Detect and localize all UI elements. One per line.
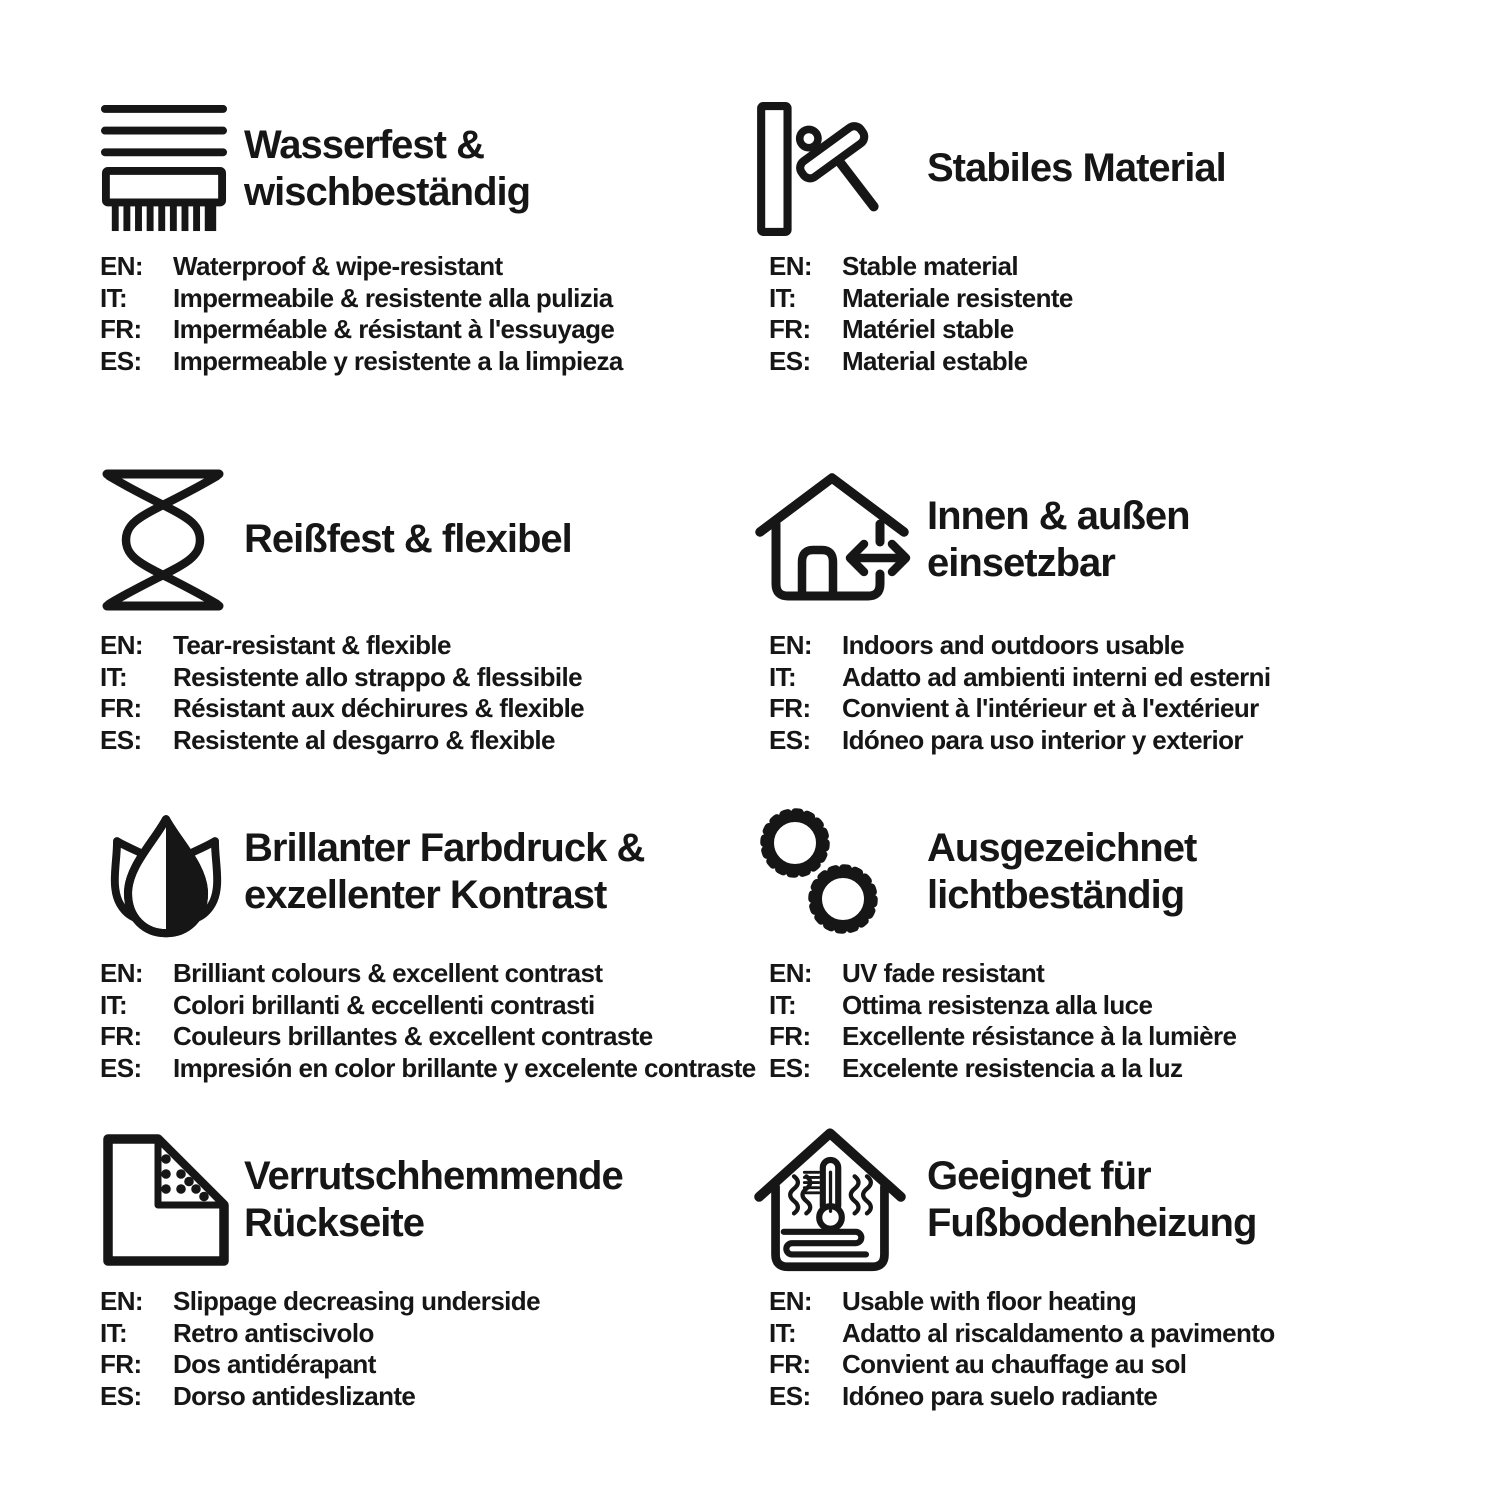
translation-row <box>769 630 1415 662</box>
translation-text: Excelente resistencia a la luz <box>842 1052 1183 1083</box>
translation-row <box>100 990 760 1022</box>
translations-list <box>755 251 1415 377</box>
language-label: ES: <box>769 345 811 376</box>
translation-text: Adatto ad ambienti interni ed esterni <box>842 661 1271 692</box>
language-label: IT: <box>100 989 128 1020</box>
translation-text: Adatto al riscaldamento a pavimento <box>842 1317 1275 1348</box>
translation-text: Dorso antideslizante <box>173 1380 416 1411</box>
translations-list <box>100 251 760 377</box>
language-label: FR: <box>100 314 142 344</box>
translation-row <box>769 1286 1415 1318</box>
language-label: IT: <box>100 661 128 692</box>
translation-text: Waterproof & wipe-resistant <box>173 251 503 281</box>
translation-text: Impermeabile & resistente alla pulizia <box>173 282 613 313</box>
translation-text: Resistente al desgarro & flexible <box>173 724 555 755</box>
translation-text: Materiale resistente <box>842 282 1073 313</box>
feature-title: Ausgezeichnet lichtbeständig <box>927 826 1197 917</box>
feature-tear-resistant <box>100 453 760 756</box>
language-label: IT: <box>100 282 128 313</box>
language-label: EN: <box>100 958 143 988</box>
translation-row <box>769 283 1415 315</box>
translation-text: Retro antiscivolo <box>173 1317 374 1348</box>
translation-row <box>769 693 1415 725</box>
translation-row <box>769 958 1415 990</box>
translation-row <box>100 314 760 346</box>
language-label: ES: <box>100 1380 142 1411</box>
feature-title: Stabiles Material <box>927 146 1226 190</box>
feature-title: Innen & außen einsetzbar <box>927 493 1190 585</box>
translation-text: Ottima resistenza alla luce <box>842 989 1153 1020</box>
feature-floor-heating <box>755 1118 1415 1412</box>
language-label: FR: <box>100 1349 142 1379</box>
language-label: ES: <box>100 345 142 376</box>
translation-row <box>769 990 1415 1022</box>
translation-row <box>769 346 1415 378</box>
translation-text: Material estable <box>842 345 1028 376</box>
translation-row <box>100 725 760 757</box>
translation-text: Resistente allo strappo & flessibile <box>173 661 582 692</box>
translation-row <box>769 1021 1415 1053</box>
translation-row <box>100 1021 760 1053</box>
translations-list <box>100 1286 760 1412</box>
translation-row <box>769 1318 1415 1350</box>
feature-title: Reißfest & flexibel <box>244 517 572 561</box>
translation-row <box>769 1053 1415 1085</box>
floor-heating-house-icon <box>755 1125 907 1275</box>
feature-stable-material <box>755 90 1415 377</box>
translation-text: Usable with floor heating <box>842 1286 1137 1316</box>
feature-brilliant-print <box>100 790 760 1084</box>
language-label: ES: <box>100 724 142 755</box>
feature-waterproof <box>100 90 760 377</box>
translation-row <box>100 693 760 725</box>
translation-text: Indoors and outdoors usable <box>842 630 1185 660</box>
language-label: IT: <box>100 1317 128 1348</box>
language-label: ES: <box>769 724 811 755</box>
translation-text: Idóneo para uso interior y exterior <box>842 724 1243 755</box>
feature-indoor-outdoor <box>755 453 1415 756</box>
feature-title: Wasserfest & wischbeständig <box>244 122 531 214</box>
translation-row <box>100 958 760 990</box>
language-label: ES: <box>769 1052 811 1083</box>
language-label: FR: <box>769 1349 811 1379</box>
wipe-brush-icon <box>100 100 228 238</box>
folded-corner-dots-icon <box>100 1131 228 1269</box>
translation-text: Brilliant colours & excellent contrast <box>173 958 603 988</box>
translation-text: Excellente résistance à la lumière <box>842 1021 1237 1051</box>
translation-text: Convient à l'intérieur et à l'extérieur <box>842 693 1259 723</box>
translation-text: Stable material <box>842 251 1018 281</box>
translation-row <box>769 251 1415 283</box>
sun-gears-icon <box>755 801 907 943</box>
translation-row <box>100 1318 760 1350</box>
translation-text: Tear-resistant & flexible <box>173 630 451 660</box>
translations-list <box>100 958 760 1084</box>
language-label: IT: <box>769 661 797 692</box>
language-label: IT: <box>769 282 797 313</box>
color-drops-icon <box>100 803 228 941</box>
translation-text: Colori brillanti & eccellenti contrasti <box>173 989 595 1020</box>
translation-row <box>769 725 1415 757</box>
translation-text: Couleurs brillantes & excellent contraste <box>173 1021 653 1051</box>
translation-text: Impresión en color brillante y excelente contraste <box>173 1052 756 1083</box>
language-label: FR: <box>100 1021 142 1051</box>
language-label: EN: <box>769 251 812 281</box>
tear-resistant-icon <box>100 464 228 616</box>
language-label: EN: <box>100 251 143 281</box>
language-label: ES: <box>769 1380 811 1411</box>
translation-row <box>100 1286 760 1318</box>
translation-row <box>769 1349 1415 1381</box>
translation-text: Matériel stable <box>842 314 1014 344</box>
translations-list <box>755 630 1415 756</box>
translations-list <box>100 630 760 756</box>
translation-row <box>100 662 760 694</box>
translation-row <box>100 346 760 378</box>
translation-row <box>100 1053 760 1085</box>
translation-row <box>100 1349 760 1381</box>
feature-title: Brillanter Farbdruck & exzellenter Kontrast <box>244 826 645 917</box>
plank-hammer-icon <box>755 100 907 238</box>
translations-list <box>755 1286 1415 1412</box>
translation-text: Dos antidérapant <box>173 1349 376 1379</box>
translation-row <box>100 1381 760 1413</box>
translation-text: Idóneo para suelo radiante <box>842 1380 1158 1411</box>
feature-anti-slip <box>100 1118 760 1412</box>
translation-text: Slippage decreasing underside <box>173 1286 540 1316</box>
language-label: IT: <box>769 989 797 1020</box>
language-label: FR: <box>100 693 142 723</box>
translations-list <box>755 958 1415 1084</box>
feature-title: Verrutschhemmende Rückseite <box>244 1154 623 1245</box>
feature-title: Geeignet für Fußbodenheizung <box>927 1154 1257 1245</box>
language-label: EN: <box>769 630 812 660</box>
language-label: EN: <box>100 1286 143 1316</box>
language-label: EN: <box>100 630 143 660</box>
language-label: FR: <box>769 693 811 723</box>
translation-text: UV fade resistant <box>842 958 1045 988</box>
language-label: FR: <box>769 1021 811 1051</box>
translation-row <box>100 630 760 662</box>
language-label: FR: <box>769 314 811 344</box>
translation-text: Résistant aux déchirures & flexible <box>173 693 585 723</box>
translation-row <box>100 283 760 315</box>
translation-row <box>769 662 1415 694</box>
language-label: IT: <box>769 1317 797 1348</box>
translation-text: Impermeable y resistente a la limpieza <box>173 345 623 376</box>
feature-light-resistant <box>755 790 1415 1084</box>
translation-row <box>100 251 760 283</box>
translation-row <box>769 314 1415 346</box>
language-label: EN: <box>769 1286 812 1316</box>
house-arrows-icon <box>755 472 907 608</box>
translation-text: Imperméable & résistant à l'essuyage <box>173 314 615 344</box>
language-label: ES: <box>100 1052 142 1083</box>
translation-row <box>769 1381 1415 1413</box>
language-label: EN: <box>769 958 812 988</box>
translation-text: Convient au chauffage au sol <box>842 1349 1187 1379</box>
